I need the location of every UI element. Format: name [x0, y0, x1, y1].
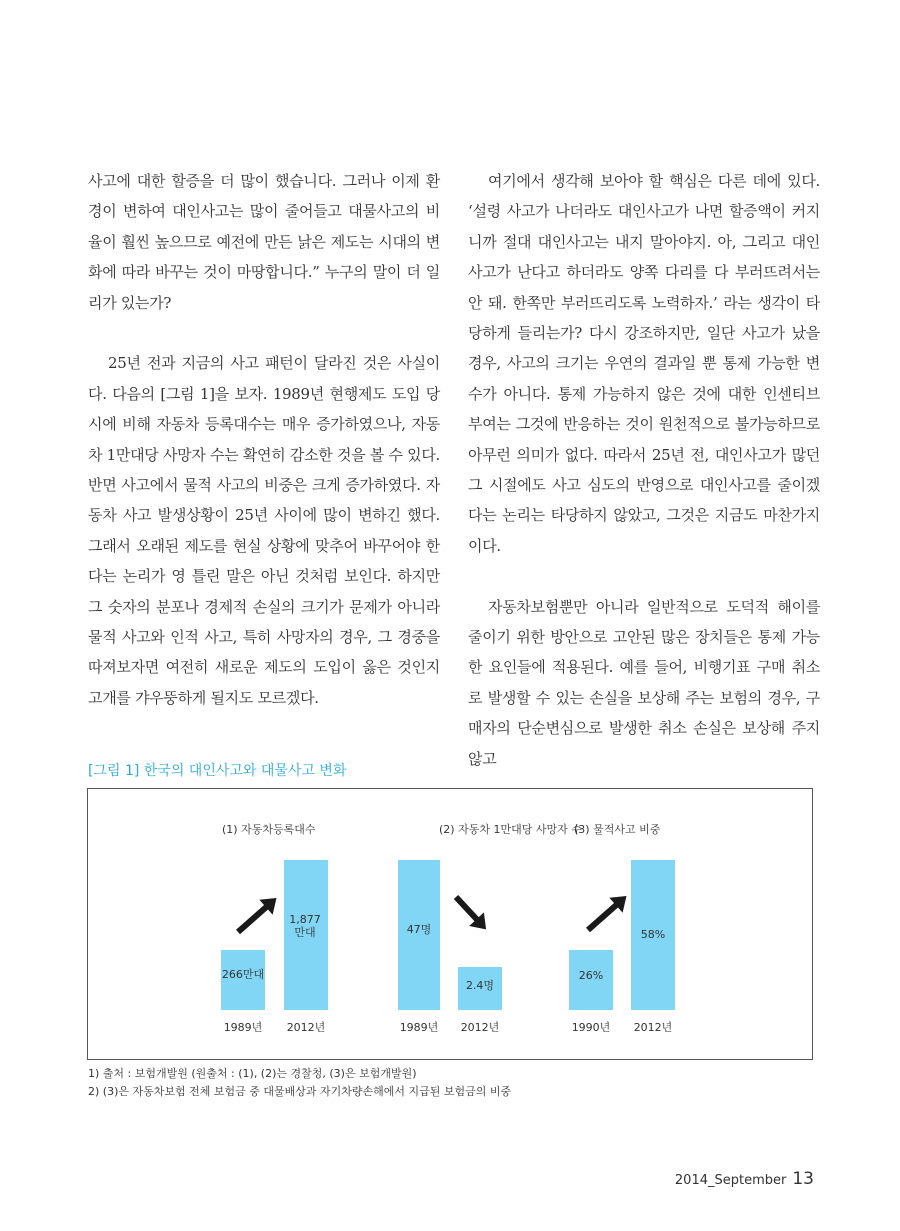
chart-1-category-2: 2012년	[286, 1021, 326, 1034]
chart-title-2: (2) 자동차 1만대당 사망자 수	[439, 823, 582, 836]
chart-1-value-label-2: 만대	[294, 926, 316, 939]
right-column	[468, 166, 820, 774]
left-paragraph-2: 25년 전과 지금의 사고 패턴이 달라진 것은 사실이다. 다음의 [그림 1]을 보자. 1989년 현행제도 도입 당시에 비해 자동차 등록대수는 매우 증가하였으나, 자동차 1만대당 사망자 수는 확연히 감소한 것을 볼 수 있다. 반면 사고에서 물적 사고의 비중은 크게 증가하였다. 자동차 사고 발생상황이 25년 사이에 많이 변하긴 했다. 그래서 오래된 제도를 현실 상황에 맞추어 바꾸어야 한다는 논리가 영 틀린 말은 아닌 것처럼 보인다. 하지만 그 숫자의 분포나 경제적 손실의 크기가 문제가 아니라 물적 사고와 인적 사고, 특히 사망자의 경우, 그 경중을 따져보자면 여전히 새로운 제도의 도입이 옳은 것인지 고개를 갸우뚱하게 될지도 모르겠다.	[88, 354, 440, 707]
right-paragraph-2: 자동차보험뿐만 아니라 일반적으로 도덕적 해이를 줄이기 위한 방안으로 고안된 많은 장치들은 통제 가능한 요인들에 적용된다. 예를 들어, 비행기표 구매 취소로 발생할 수 있는 손실을 보상해 주는 보험의 경우, 구매자의 단순변심으로 발생한 취소 손실은 보상해 주지 않고	[468, 597, 820, 768]
page-number: 13	[792, 1169, 814, 1189]
figure-note-1: 1) 출처 : 보험개발원 (원출처 : (1), (2)는 경찰청, (3)은 보험개발원)	[88, 1067, 417, 1080]
figure-charts	[88, 789, 814, 1061]
figure-note-2: 2) (3)은 자동차보험 전체 보험금 중 대물배상과 자기차량손해에서 지급된 보험금의 비중	[88, 1085, 512, 1098]
figure-title: [그림 1] 한국의 대인사고와 대물사고 변화	[88, 763, 347, 779]
chart-title-3: (3) 물적사고 비중	[574, 823, 661, 836]
figure-box	[87, 788, 813, 1060]
chart-1-category-1: 1989년	[223, 1021, 263, 1034]
issue-label: 2014_September	[674, 1173, 787, 1188]
left-column	[88, 166, 440, 713]
chart-2-category-1: 1989년	[399, 1021, 439, 1034]
chart-3-value-label-1: 26%	[578, 969, 604, 982]
left-paragraph-1: 사고에 대한 할증을 더 많이 했습니다. 그러나 이제 환경이 변하여 대인사고는 많이 줄어들고 대물사고의 비율이 훨씬 높으므로 예전에 만든 낡은 제도는 시대의 변화에 따라 바꾸는 것이 마땅합니다.” 누구의 말이 더 일리가 있는가?	[88, 172, 440, 312]
chart-1-value-label-2: 1,877	[289, 913, 321, 926]
page-footer	[675, 1169, 814, 1189]
chart-title-1: (1) 자동차등록대수	[222, 823, 316, 836]
right-paragraph-1: 여기에서 생각해 보아야 할 핵심은 다른 데에 있다. ‘설령 사고가 나더라도 대인사고가 나면 할증액이 커지니까 절대 대인사고는 내지 말아야지. 아, 그리고 대인사고가 난다고 하더라도 양쪽 다리를 다 부러뜨려서는 안 돼. 한쪽만 부러뜨리도록 노력하자.’ 라는 생각이 타당하게 들리는가? 다시 강조하지만, 일단 사고가 났을 경우, 사고의 크기는 우연의 결과일 뿐 통제 가능한 변수가 아니다. 통제 가능하지 않은 것에 대한 인센티브 부여는 그것에 반응하는 것이 원천적으로 불가능하므로 아무런 의미가 없다. 따라서 25년 전, 대인사고가 많던 그 시절에도 사고 심도의 반영으로 대인사고를 줄이겠다는 논리는 타당하지 않았고, 그것은 지금도 마찬가지이다.	[468, 172, 820, 555]
chart-3-category-1: 1990년	[571, 1021, 611, 1034]
chart-3-category-2: 2012년	[633, 1021, 673, 1034]
chart-2-value-label-1: 47명	[406, 923, 432, 936]
chart-2-value-label-2: 2.4명	[465, 979, 495, 992]
chart-1-value-label-1: 266만대	[221, 968, 265, 981]
chart-2-category-2: 2012년	[460, 1021, 500, 1034]
chart-3-value-label-2: 58%	[640, 928, 666, 941]
